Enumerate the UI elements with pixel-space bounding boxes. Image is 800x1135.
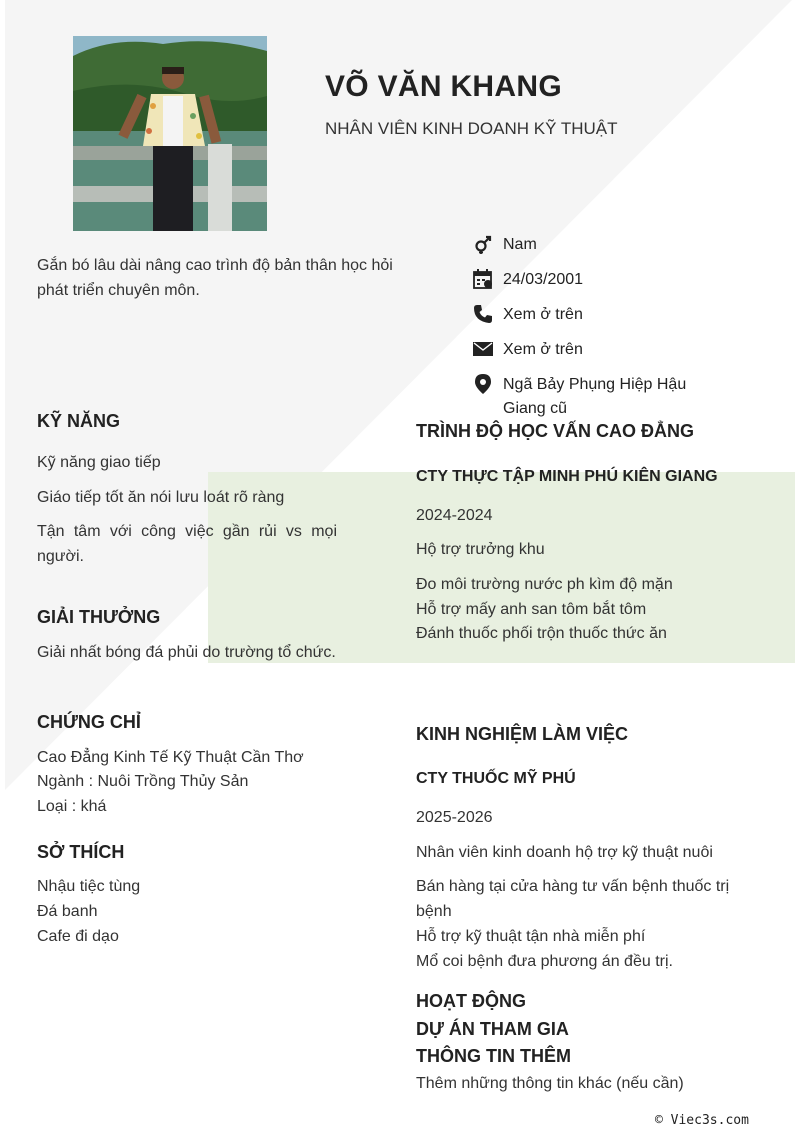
education-org: CTY THỰC TẬP MINH PHÚ KIÊN GIANG <box>416 468 718 485</box>
footer-watermark: © Viec3s.com <box>655 1113 749 1128</box>
contact-gender <box>472 233 772 257</box>
more-info-text: Thêm những thông tin khác (nếu cần) <box>416 1075 684 1092</box>
contact-info <box>472 233 772 432</box>
contact-email <box>472 338 772 362</box>
hobby-line: Cafe đi dạo <box>37 928 119 945</box>
more-info-heading: THÔNG TIN THÊM <box>416 1046 571 1066</box>
contact-address-value: Ngã Bảy Phụng Hiệp Hậu Giang cũ <box>503 376 687 417</box>
education-detail: Hỗ trợ mấy anh san tôm bắt tôm <box>416 601 647 618</box>
contact-phone-value: Xem ở trên <box>503 306 583 323</box>
candidate-name: VÕ VĂN KHANG <box>325 70 562 103</box>
skill-item: Giáo tiếp tốt ăn nói lưu loát rõ ràng <box>37 489 285 506</box>
certificate-line: Loại : khá <box>37 798 107 815</box>
experience-detail: Hỗ trợ kỹ thuật tận nhà miễn phí <box>416 928 646 945</box>
education-period: 2024-2024 <box>416 507 493 524</box>
education-role: Hộ trợ trưởng khu <box>416 541 545 558</box>
skill-item: Tận tâm với công việc gần rủi vs mọi người. <box>37 523 337 565</box>
awards-heading: GIẢI THƯỞNG <box>37 607 161 627</box>
experience-period: 2025-2026 <box>416 809 493 826</box>
contact-birthday <box>472 268 772 292</box>
projects-heading: DỰ ÁN THAM GIA <box>416 1019 569 1039</box>
skills-heading: KỸ NĂNG <box>37 411 121 431</box>
phone-icon <box>472 303 494 325</box>
skill-item: Kỹ năng giao tiếp <box>37 454 161 471</box>
hobby-line: Đá banh <box>37 903 98 920</box>
certificates-heading: CHỨNG CHỈ <box>37 712 141 732</box>
job-title: NHÂN VIÊN KINH DOANH KỸ THUẬT <box>325 119 618 138</box>
location-icon <box>472 373 494 395</box>
experience-org: CTY THUỐC MỸ PHÚ <box>416 770 576 787</box>
mail-icon <box>472 338 494 360</box>
education-heading: TRÌNH ĐỘ HỌC VẤN CAO ĐẲNG <box>416 421 694 441</box>
certificate-line: Ngành : Nuôi Trồng Thủy Sản <box>37 773 249 790</box>
calendar-icon <box>472 268 494 290</box>
experience-role: Nhân viên kinh doanh hộ trợ kỹ thuật nuôi <box>416 844 713 861</box>
hobby-line: Nhậu tiệc tùng <box>37 878 141 895</box>
experience-detail: Mổ coi bệnh đưa phương án đều trị. <box>416 953 673 970</box>
profile-photo <box>73 36 267 231</box>
activities-heading: HOẠT ĐỘNG <box>416 991 526 1011</box>
certificate-line: Cao Đẳng Kinh Tế Kỹ Thuật Cần Thơ <box>37 749 304 766</box>
hobbies-heading: SỞ THÍCH <box>37 842 125 862</box>
education-detail: Đo môi trường nước ph kìm độ mặn <box>416 576 673 593</box>
career-objective: Gắn bó lâu dài nâng cao trình độ bản thân học hỏi phát triển chuyên môn. <box>37 257 393 299</box>
education-detail: Đánh thuốc phối trộn thuốc thức ăn <box>416 625 667 642</box>
experience-heading: KINH NGHIỆM LÀM VIỆC <box>416 724 629 744</box>
award-item: Giải nhất bóng đá phủi do trường tổ chức. <box>37 644 336 661</box>
contact-gender-value: Nam <box>503 236 537 253</box>
contact-email-value: Xem ở trên <box>503 341 583 358</box>
contact-phone <box>472 303 772 327</box>
contact-birthday-value: 24/03/2001 <box>503 271 584 288</box>
experience-detail: Bán hàng tại cửa hàng tư vấn bệnh thuốc trị bệnh <box>416 878 730 920</box>
gender-icon <box>472 233 494 255</box>
contact-address <box>472 373 772 421</box>
